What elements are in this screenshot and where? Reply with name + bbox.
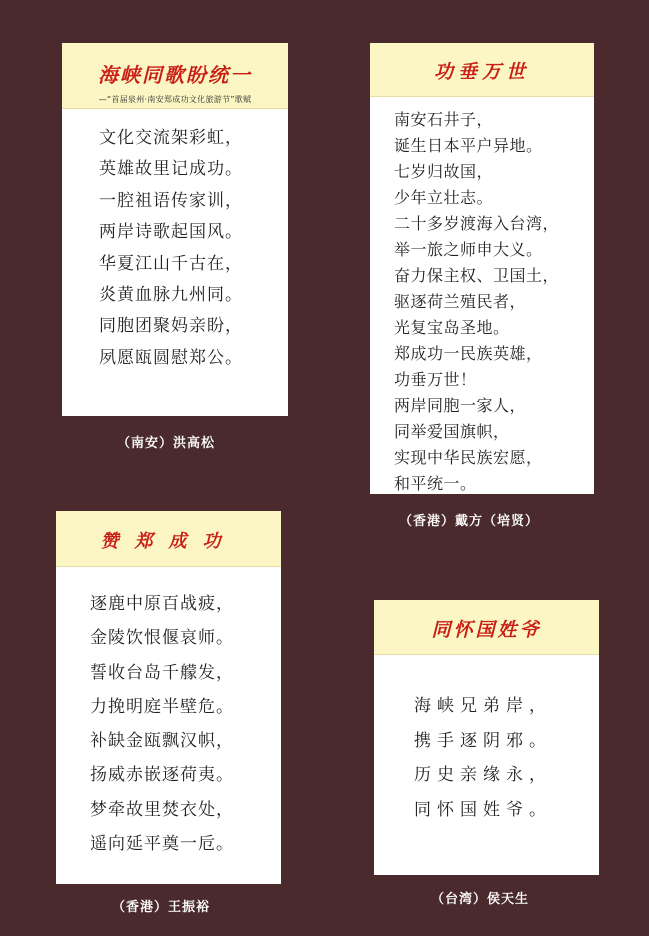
poem-line: 遥向延平奠一卮。 <box>90 834 234 855</box>
poem-body <box>374 655 599 827</box>
poem-line: 文化交流架彩虹， <box>99 128 243 148</box>
poem-title: 海峡同歌盼统一 <box>98 63 252 87</box>
poem-line: 同举爱国旗帜， <box>394 422 510 441</box>
poem-card-header <box>374 600 599 655</box>
poem-card-haixia <box>62 43 288 416</box>
poem-line: 扬威赤嵌逐荷夷。 <box>90 765 234 786</box>
poem-line: 补缺金瓯飘汉帜， <box>90 731 234 752</box>
poem-line: 夙愿瓯圆慰郑公。 <box>99 347 243 368</box>
poem-line: 炎黄血脉九州同。 <box>99 285 243 306</box>
poem-author: （南安）洪高松 <box>117 436 216 451</box>
poem-body <box>56 567 281 861</box>
poem-body <box>62 109 288 374</box>
poem-card-header <box>62 43 288 109</box>
poem-line: 携手逐阴邪。 <box>414 730 552 751</box>
poem-line: 华夏江山千古在， <box>99 253 243 274</box>
poem-line: 力挽明庭半壁危。 <box>90 696 234 717</box>
poem-line: 南安石井子， <box>394 110 494 129</box>
poem-title: 功垂万世 <box>433 61 530 83</box>
poem-line: 奋力保主权、卫国土， <box>394 266 560 285</box>
poem-line: 同胞团聚妈亲盼， <box>99 316 243 337</box>
poem-subtitle: —“首届泉州·南安郑成功文化旅游节”歌赋 <box>98 95 252 104</box>
poem-line: 驱逐荷兰殖民者， <box>394 292 527 311</box>
poem-author: （香港）王振裕 <box>112 900 211 915</box>
poem-title: 赞郑成功 <box>100 531 237 552</box>
poem-line: 光复宝岛圣地。 <box>394 318 510 337</box>
poem-line: 金陵饮恨偃哀师。 <box>90 628 234 649</box>
poem-line: 海峡兄弟岸， <box>414 696 552 716</box>
poem-author: （台湾）侯天生 <box>431 892 530 907</box>
poem-card-tonghuai <box>374 600 599 875</box>
poem-card-header <box>370 43 594 97</box>
poem-line: 誓收台岛千艨发， <box>90 662 234 683</box>
poem-line: 英雄故里记成功。 <box>99 159 243 180</box>
poem-card-gongchui <box>370 43 594 494</box>
poem-line: 实现中华民族宏愿， <box>394 448 543 467</box>
poem-line: 少年立壮志。 <box>394 188 494 207</box>
poem-body <box>370 97 594 497</box>
poem-line: 一腔祖语传家训， <box>99 190 243 211</box>
poem-line: 功垂万世！ <box>394 370 477 389</box>
poem-author: （香港）戴方（培贤） <box>399 514 540 529</box>
poem-line: 同怀国姓爷。 <box>414 799 552 820</box>
poem-line: 两岸同胞一家人， <box>394 396 527 415</box>
poem-card-header <box>56 511 281 567</box>
poem-title: 同怀国姓爷 <box>431 619 542 641</box>
poem-line: 历史亲缘永， <box>414 765 552 785</box>
poem-line: 二十多岁渡海入台湾， <box>394 214 560 233</box>
poem-line: 梦牵故里焚衣处， <box>90 799 234 820</box>
poem-line: 和平统一。 <box>394 474 477 493</box>
poem-card-zan <box>56 511 281 884</box>
poem-line: 诞生日本平户异地。 <box>394 136 543 155</box>
poem-line: 两岸诗歌起国风。 <box>99 222 243 243</box>
poem-line: 郑成功一民族英雄， <box>394 344 543 363</box>
poem-line: 七岁归故国， <box>394 162 494 181</box>
poem-line: 逐鹿中原百战疲， <box>90 594 234 614</box>
poem-line: 举一旅之师申大义。 <box>394 240 543 259</box>
